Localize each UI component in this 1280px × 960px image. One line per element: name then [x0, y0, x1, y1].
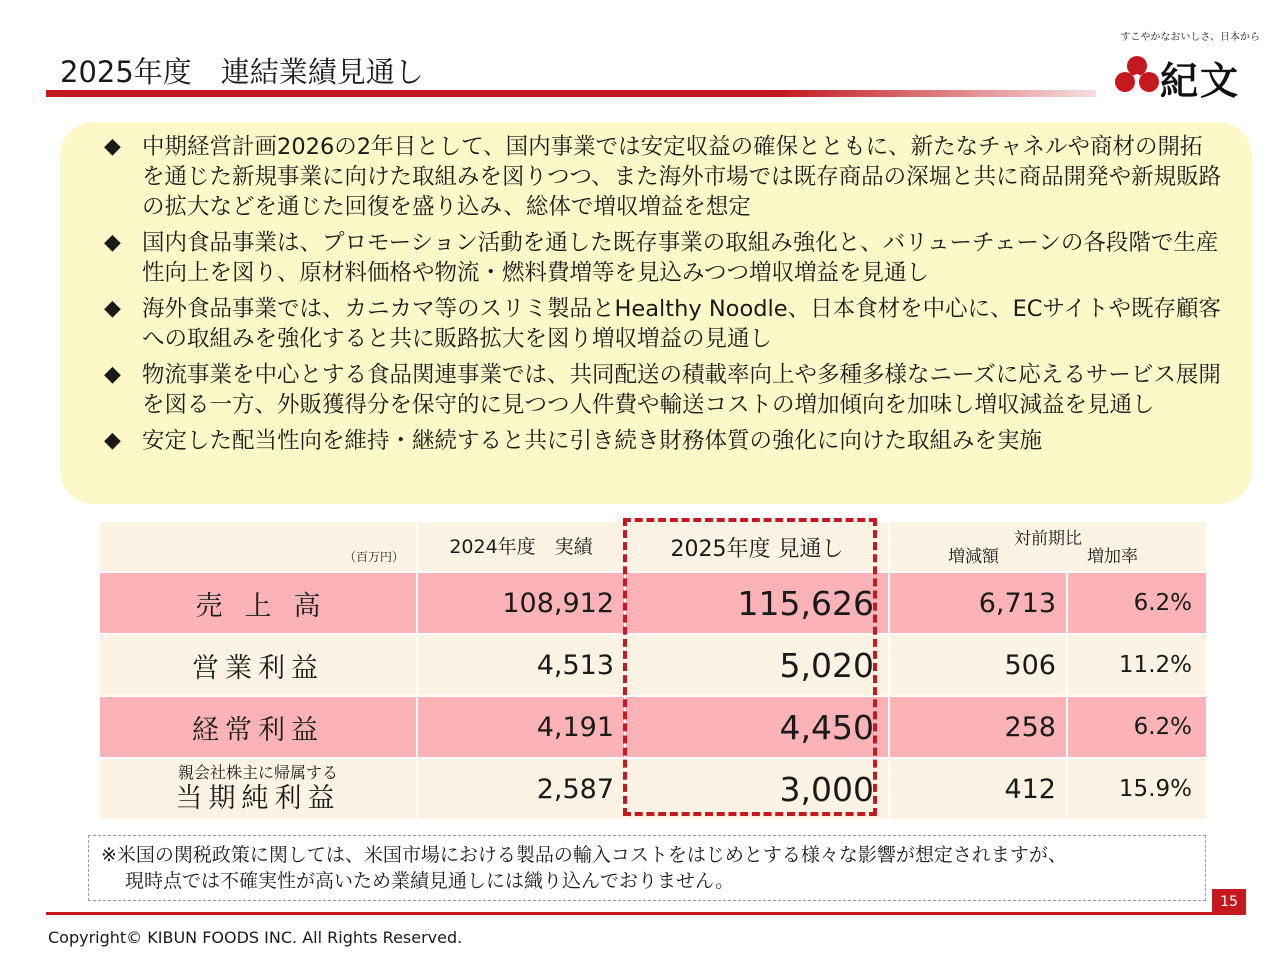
diamond-bullet-icon: ◆: [104, 230, 121, 255]
disclaimer-note: [88, 835, 1206, 901]
title-underline: [46, 90, 1096, 97]
brand-tagline: すこやかなおいしさ、日本から: [1120, 32, 1260, 43]
diamond-bullet-icon: ◆: [104, 362, 121, 387]
header-yoy: [889, 521, 1207, 572]
row-label: 営業利益: [99, 634, 417, 696]
note-line-1: ※米国の関税政策に関しては、米国市場における製品の輸入コストをはじめとする様々な影響が想定されますが、: [101, 844, 1067, 866]
forecast-value: 5,020: [625, 634, 889, 696]
summary-item: ◆ 物流事業を中心とする食品関連事業では、共同配送の積載率向上や多種多様なニーズに応えるサービス展開を図る一方、外販獲得分を保守的に見つつ人件費や輸送コストの増加傾向を加味し増収減益を見通し: [104, 362, 1221, 418]
change-value: 258: [889, 696, 1067, 758]
company-logo: [1110, 28, 1260, 103]
change-value: 6,713: [889, 572, 1067, 634]
rate-value: 15.9%: [1067, 758, 1207, 820]
diamond-bullet-icon: ◆: [104, 428, 121, 453]
row-label-net-income: [99, 758, 417, 820]
header-prior-actual: 2024年度 実績: [417, 521, 625, 572]
prior-value: 4,191: [417, 696, 625, 758]
page-number: 15: [1212, 889, 1246, 915]
summary-box: [60, 122, 1252, 504]
summary-item: ◆ 海外食品事業では、カニカマ等のスリミ製品とHealthy Noodle、日本食材を中心に、ECサイトや既存顧客への取組みを強化すると共に販路拡大を図り増収増益の見通し: [104, 296, 1221, 352]
header-change: 増減額: [948, 547, 999, 567]
rate-value: 6.2%: [1067, 572, 1207, 634]
footer-rule: [46, 912, 1212, 915]
forecast-highlight-frame: [623, 518, 877, 816]
change-value: 412: [889, 758, 1067, 820]
row-sublabel: 親会社株主に帰属する: [177, 763, 338, 782]
row-label: 経常利益: [99, 696, 417, 758]
summary-item: ◆ 国内食品事業は、プロモーション活動を通した既存事業の取組み強化と、バリューチェーンの各段階で生産性向上を図り、原材料価格や物流・燃料費増等を見込みつつ増収増益を見通し: [104, 230, 1219, 286]
prior-value: 4,513: [417, 634, 625, 696]
note-line-2: 現時点では不確実性が高いため業績見通しには織り込んでおりません。: [125, 870, 735, 892]
header-yoy-title: 対前期比: [1014, 529, 1082, 549]
rate-value: 11.2%: [1067, 634, 1207, 696]
header-forecast: 2025年度 見通し: [625, 521, 889, 572]
unit-label: （百万円）: [99, 521, 417, 572]
forecast-value: 115,626: [625, 572, 889, 634]
summary-item: ◆ 安定した配当性向を維持・継続すると共に引き続き財務体質の強化に向けた取組みを実施: [104, 428, 1043, 454]
brand-name: 紀文: [1160, 58, 1241, 103]
summary-item: ◆ 中期経営計画2026の2年目として、国内事業では安定収益の確保とともに、新たなチャネルや商材の開拓を通じた新規事業に向けた取組みを図りつつ、また海外市場では既存商品の深堀と共に商品開発や新規販路の拡大などを通じた回復を盛り込み、総体で増収増益を想定: [104, 134, 1222, 220]
row-label: 当期純利益: [175, 783, 341, 814]
change-value: 506: [889, 634, 1067, 696]
diamond-bullet-icon: ◆: [104, 296, 121, 321]
prior-value: 2,587: [417, 758, 625, 820]
forecast-value: 3,000: [625, 758, 889, 820]
copyright-text: Copyright© KIBUN FOODS INC. All Rights Reserved.: [48, 928, 463, 947]
row-label: 売上高: [99, 572, 417, 634]
prior-value: 108,912: [417, 572, 625, 634]
summary-list: [104, 132, 1222, 456]
rate-value: 6.2%: [1067, 696, 1207, 758]
diamond-bullet-icon: ◆: [104, 134, 121, 159]
flower-logo-icon: [1110, 54, 1164, 96]
page-title: 2025年度 連結業績見通し: [60, 55, 424, 89]
header-rate: 増加率: [1087, 547, 1138, 567]
forecast-value: 4,450: [625, 696, 889, 758]
